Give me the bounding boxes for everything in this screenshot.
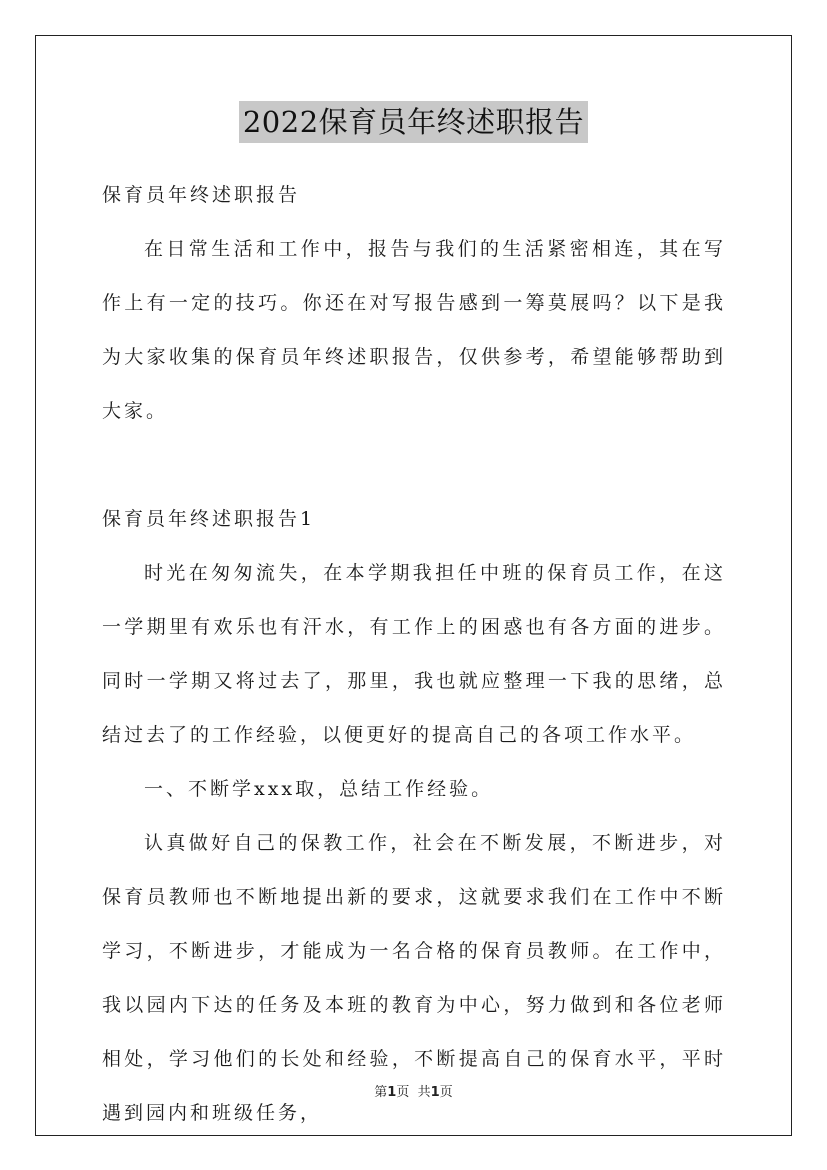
paragraph-gap [102,438,726,492]
section-heading-1: 保育员年终述职报告1 [102,508,316,530]
intro-paragraph: 在日常生活和工作中，报告与我们的生活紧密相连，其在写作上有一定的技巧。你还在对写报告感到一筹莫展吗？以下是我为大家收集的保育员年终述职报告，仅供参考，希望能够帮助到大家。 [102,238,726,422]
footer-page-number: 1 [387,1085,397,1100]
footer-total-pages: 1 [430,1085,440,1100]
title-container [0,101,827,143]
document-title: 2022保育员年终述职报告 [239,101,588,143]
subsection-heading: 一、不断学xxx取，总结工作经验。 [144,778,494,800]
body-paragraph: 认真做好自己的保教工作，社会在不断发展，不断进步，对保育员教师也不断地提出新的要求，这就要求我们在工作中不断学习，不断进步，才能成为一名合格的保育员教师。在工作中，我以园内下达的任务及本班的教育为中心，努力做到和各位老师相处，学习他们的长处和经验，不断提高自己的保育水平，平时遇到园内和班级任务， [102,832,726,1124]
section-heading: 保育员年终述职报告 [102,184,301,206]
footer-total-suffix: 页 [439,1085,453,1100]
body-paragraph: 时光在匆匆流失，在本学期我担任中班的保育员工作，在这一学期里有欢乐也有汗水，有工作上的困惑也有各方面的进步。同时一学期又将过去了，那里，我也就应整理一下我的思绪，总结过去了的工作经验，以便更好的提高自己的各项工作水平。 [102,562,726,746]
footer-page-prefix: 第 [374,1085,388,1100]
footer-page-suffix: 页 [396,1085,410,1100]
page-footer [0,1081,827,1100]
footer-total-prefix: 共 [417,1085,431,1100]
document-body [102,168,726,1140]
